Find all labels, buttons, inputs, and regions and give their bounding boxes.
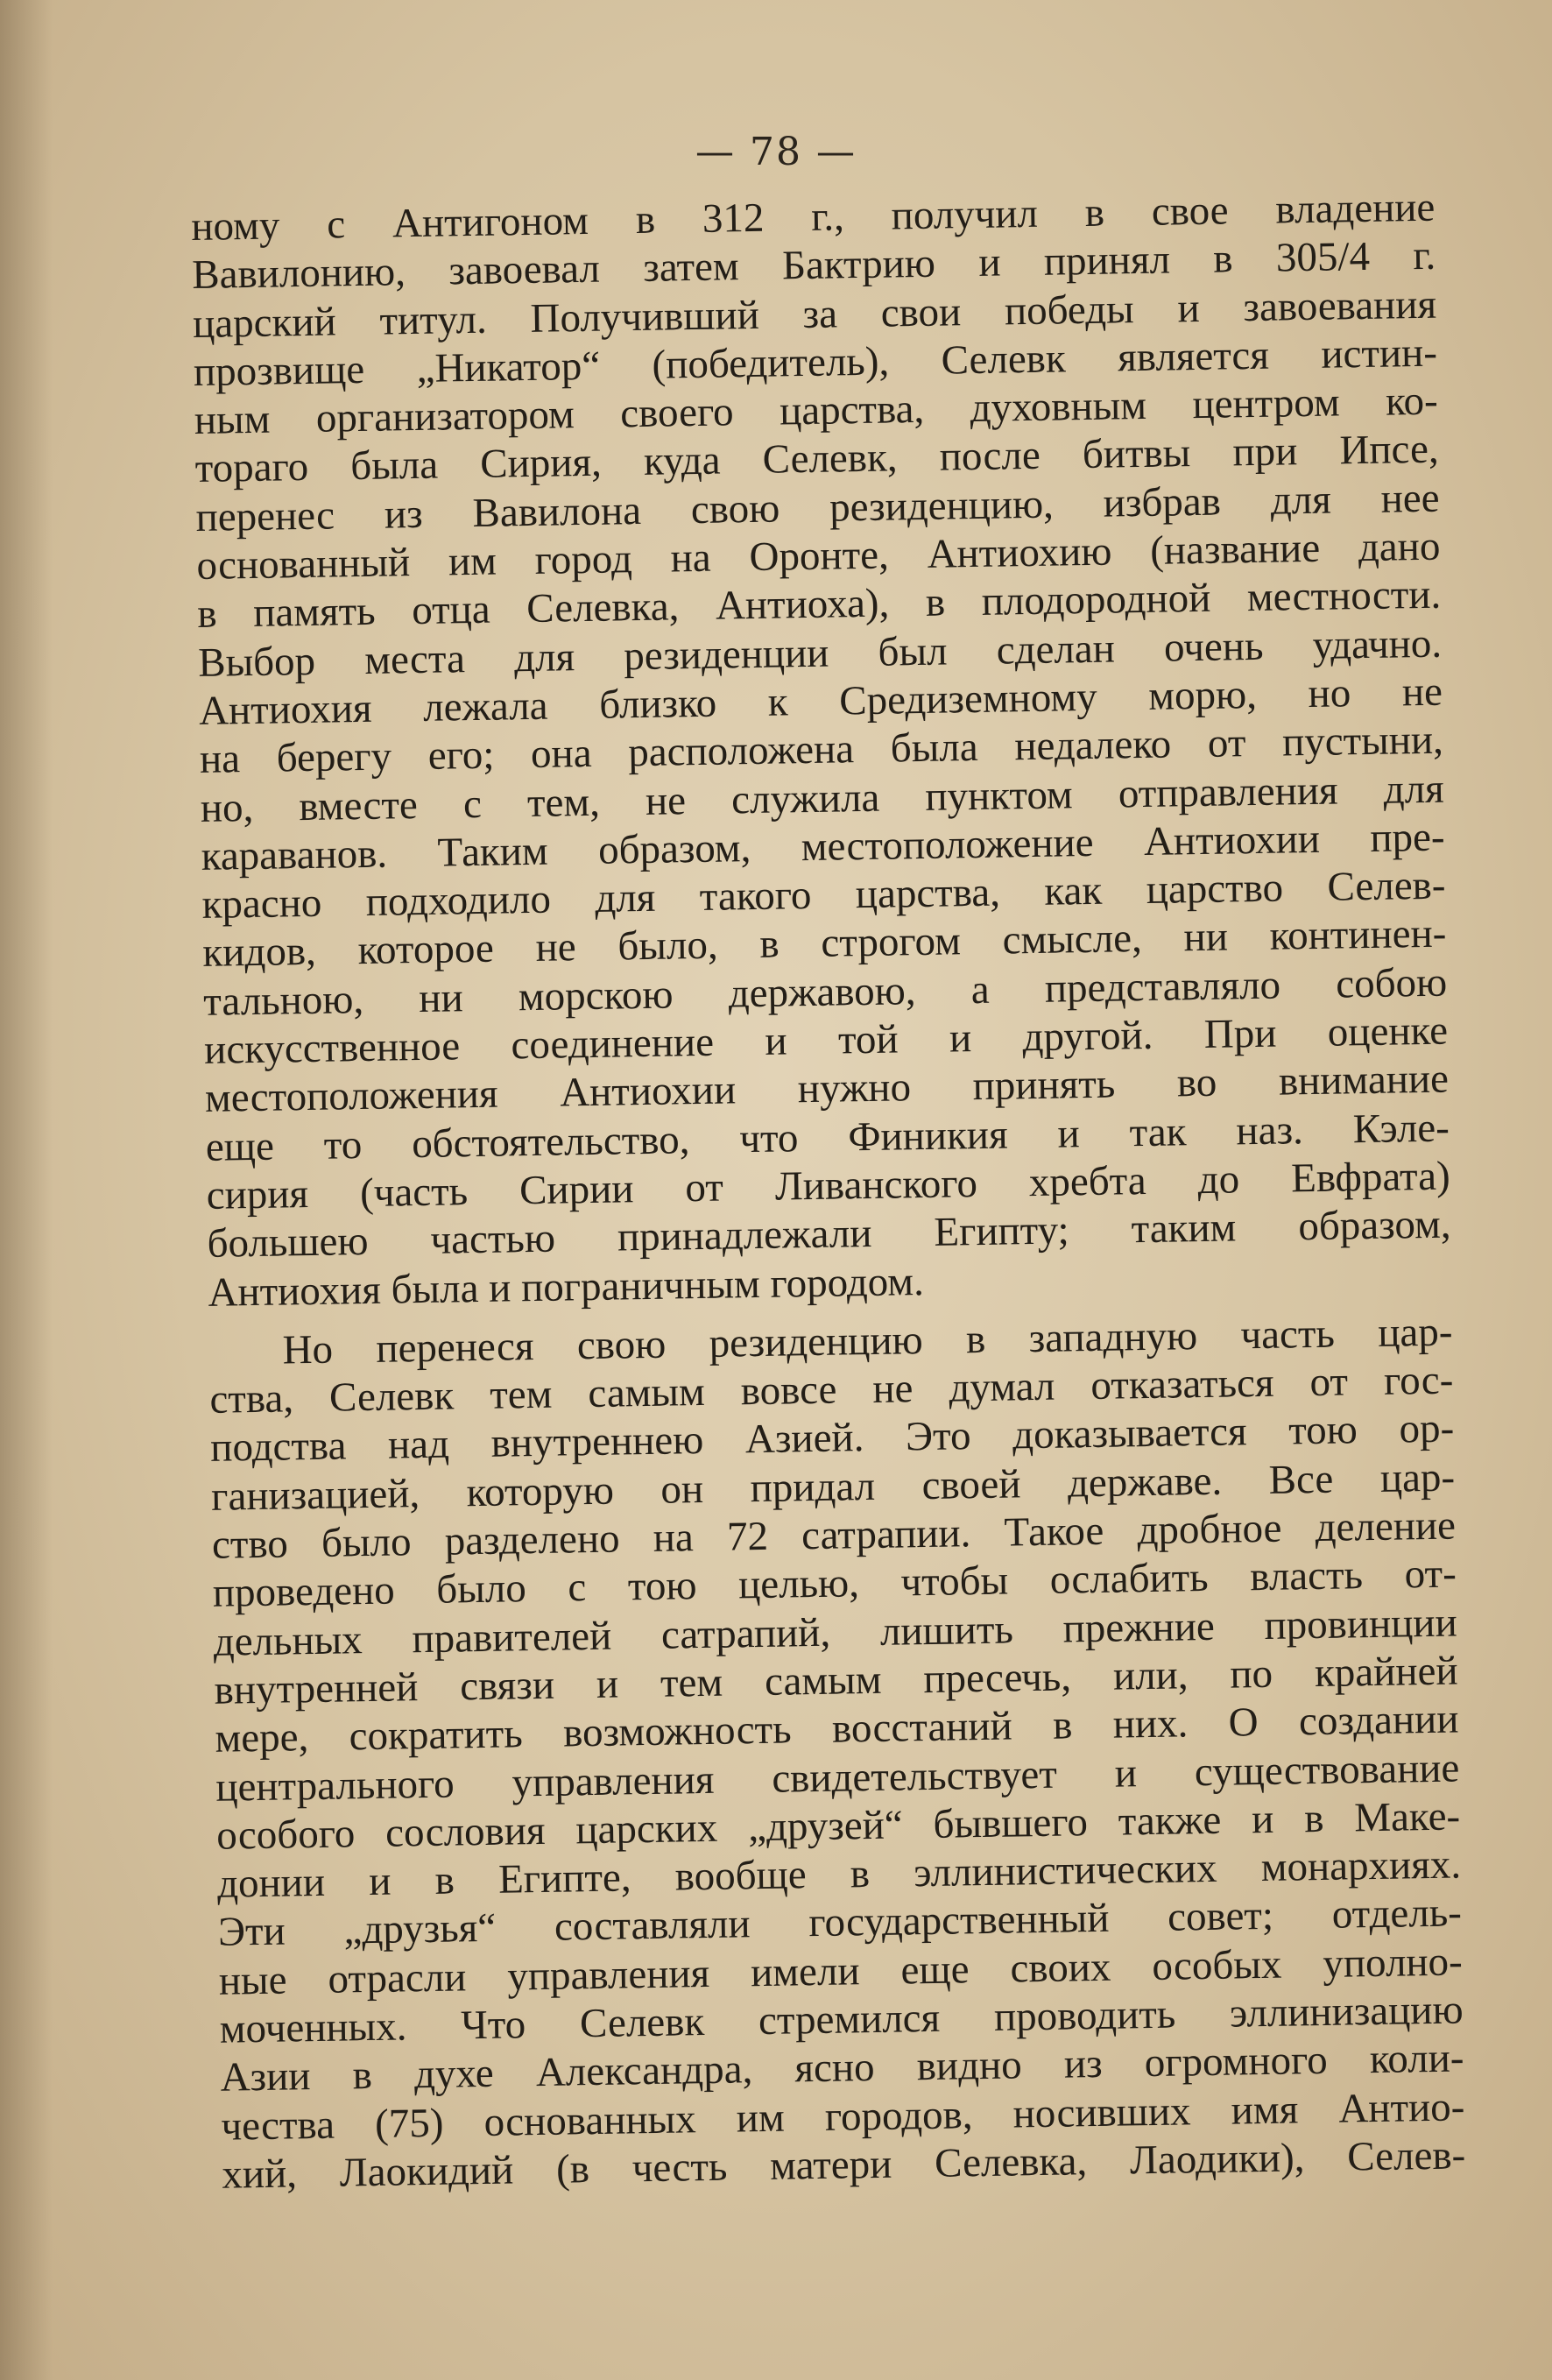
text-line: проведено было с тою целью, чтобы ослабить власть от- [212,1550,1457,1617]
text-line: Но перенеся свою резиденцию в западную часть цар- [282,1309,1453,1374]
text-line: кидов, которое не было, в строгом смысле, ни континен- [202,911,1447,977]
text-line: искусственное соединение и той и другой. При оценке [203,1007,1449,1073]
text-line: красно подходило для такого царства, как царство Селев- [201,862,1446,929]
text-line: ным организатором своего царства, духовным центром ко- [194,378,1439,444]
text-line: особого сословия царских „друзей“ бывшего также и в Маке- [215,1793,1461,1859]
text-line: чества (75) основанных им городов, носивших имя Антио- [221,2084,1465,2150]
text-line: хий, Лаокидий (в честь матери Селевка, Лаодики), Селев- [221,2132,1466,2198]
text-line: Выбор места для резиденции был сделан очень удачно. [197,620,1443,686]
text-line: прозвище „Никатор“ (победитель), Селевк является истин- [193,329,1438,395]
text-line: на берегу его; она расположена была недалеко от пустыни, [199,717,1444,783]
text-line: караванов. Таким образом, местоположение Антиохии пре- [201,814,1445,879]
text-line: сирия (часть Сирии от Ливанского хребта до Евфрата) [206,1153,1451,1218]
text-line: ному с Антигоном в 312 г., получил в свое владение [191,184,1436,250]
text-line: основанный им город на Оронте, Антиохию (название дано [196,523,1441,590]
text-line: еще то обстоятельство, что Финикия и так наз. Кэле- [205,1105,1450,1170]
text-line: Вавилонию, завоевал затем Бактрию и принял в 305/4 г. [191,232,1436,299]
text-line: донии и в Египте, вообще в эллинистических монархиях. [216,1841,1462,1907]
text-line: Антиохия лежала близко к Средиземному морю, но не [198,668,1443,734]
text-line: дельных правителей сатрапий, лишить прежние провинции [213,1600,1458,1665]
paragraph-2 [208,1308,1465,2200]
text-line: центрального управления свидетельствует и существование [215,1744,1460,1811]
text-line: местоположения Антиохии нужно принять во внимание [204,1056,1450,1122]
text-line: подства над внутреннею Азией. Это доказывается тою ор- [209,1405,1455,1472]
page-number: — 78 — [695,130,857,174]
text-line: большею частью принадлежали Египту; таким образом, [207,1201,1451,1268]
text-line: перенес из Вавилона свою резиденцию, избрав для нее [195,475,1440,540]
paragraph-1 [191,184,1452,1317]
text-line: в память отца Селевка, Антиоха), в плодородной местности. [196,572,1442,638]
text-line: Азии в духе Александра, ясно видно из огромного коли- [220,2035,1464,2101]
text-line: тораго была Сирия, куда Селевк, после битвы при Ипсе, [194,427,1440,492]
text-line: тальною, ни морскою державою, а представляло собою [202,959,1448,1025]
text-line: мере, сократить возможность восстаний в них. О создании [215,1696,1459,1762]
text-line: Эти „друзья“ составляли государственный совет; отдель- [217,1889,1463,1956]
text-line: но, вместе с тем, не служила пунктом отправления для [200,766,1445,831]
text-line: ганизацией, которую он придал своей державе. Все цар- [210,1454,1456,1520]
page-spine-shadow [0,0,53,2380]
text-line: моченных. Что Селевк стремился проводить эллинизацию [219,1987,1464,2052]
text-line: ства, Селевк тем самым вовсе не думал отказаться от гос- [209,1357,1454,1423]
text-line: Антиохия была и пограничным городом. [208,1258,925,1316]
text-line: внутренней связи и тем самым пресечь, или, по крайней [214,1648,1458,1713]
text-line: царский титул. Получивший за свои победы и завоевания [192,281,1437,347]
body-text [191,184,1466,2200]
text-line: ство было разделено на 72 сатрапии. Такое дробное деление [211,1502,1457,1568]
text-line: ные отрасли управления имели еще своих особых уполно- [218,1939,1464,2004]
